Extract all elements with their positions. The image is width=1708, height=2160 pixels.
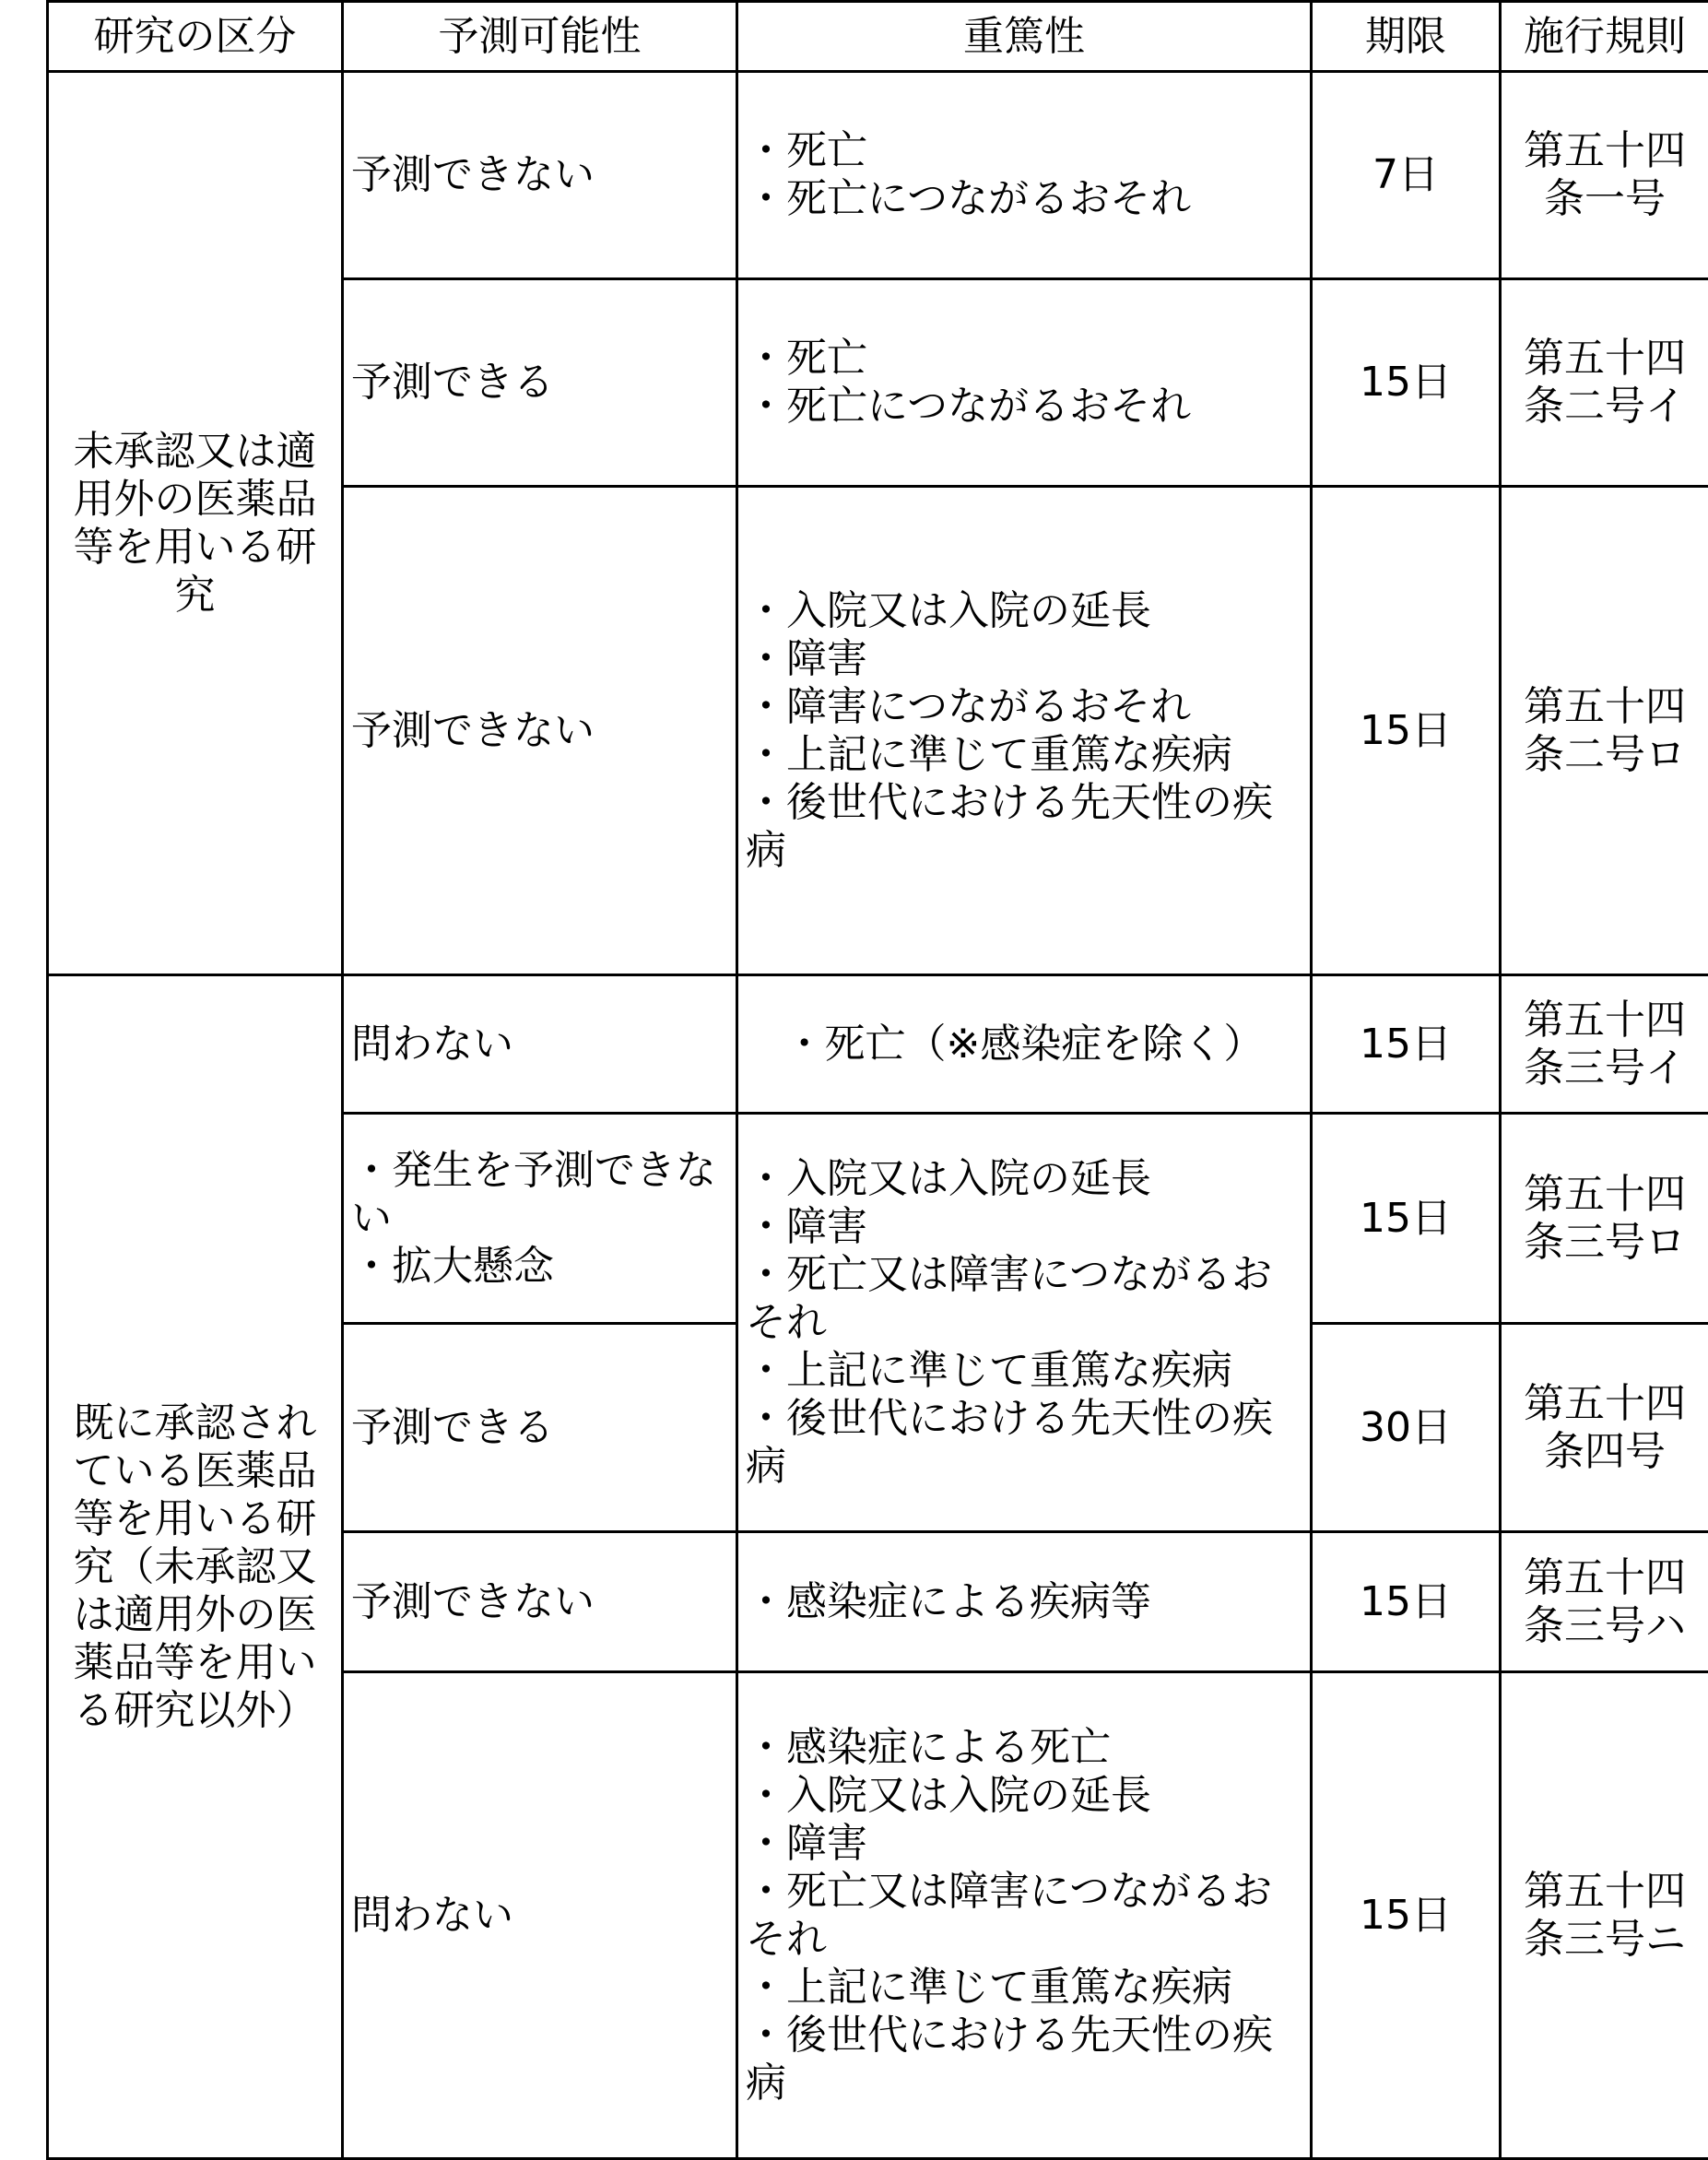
rule-cell: 第五十四 条一号 (1501, 72, 1708, 279)
header-category: 研究の区分 (48, 2, 343, 72)
severity-cell: ・死亡 ・死亡につながるおそれ (737, 72, 1312, 279)
table-row (48, 975, 1708, 1114)
deadline-cell: 15日 (1312, 1532, 1501, 1672)
rule-cell: 第五十四 条三号ハ (1501, 1532, 1708, 1672)
deadline-cell: 30日 (1312, 1324, 1501, 1532)
deadline-cell: 7日 (1312, 72, 1501, 279)
deadline-cell: 15日 (1312, 1672, 1501, 2159)
severity-cell: ・感染症による死亡 ・入院又は入院の延長 ・障害 ・死亡又は障害につながるおそれ ・上記に準じて重篤な疾病 ・後世代における先天性の疾病 (737, 1672, 1312, 2159)
header-rule: 施行規則 (1501, 2, 1708, 72)
category-cell: 未承認又は適用外の医薬品等を用いる研究 (48, 72, 343, 975)
severity-cell: ・死亡（※感染症を除く） (737, 975, 1312, 1114)
predictability-cell: ・発生を予測できない ・拡大懸念 (343, 1114, 737, 1324)
severity-cell: ・感染症による疾病等 (737, 1532, 1312, 1672)
rule-cell: 第五十四 条四号 (1501, 1324, 1708, 1532)
deadline-cell: 15日 (1312, 975, 1501, 1114)
header-severity: 重篤性 (737, 2, 1312, 72)
category-cell: 既に承認されている医薬品等を用いる研究（未承認又は適用外の医薬品等を用いる研究以外） (48, 975, 343, 2159)
deadline-cell: 15日 (1312, 487, 1501, 975)
predictability-cell: 予測できる (343, 279, 737, 487)
rule-cell: 第五十四 条三号ニ (1501, 1672, 1708, 2159)
header-row (48, 2, 1708, 72)
severity-cell: ・入院又は入院の延長 ・障害 ・障害につながるおそれ ・上記に準じて重篤な疾病 ・後世代における先天性の疾病 (737, 487, 1312, 975)
rule-cell: 第五十四 条三号イ (1501, 975, 1708, 1114)
rule-cell: 第五十四 条二号イ (1501, 279, 1708, 487)
severity-cell: ・死亡 ・死亡につながるおそれ (737, 279, 1312, 487)
predictability-cell: 予測できない (343, 1532, 737, 1672)
predictability-cell: 問わない (343, 1672, 737, 2159)
rule-cell: 第五十四 条二号ロ (1501, 487, 1708, 975)
header-deadline: 期限 (1312, 2, 1501, 72)
header-predictability: 予測可能性 (343, 2, 737, 72)
predictability-cell: 予測できない (343, 72, 737, 279)
predictability-cell: 予測できる (343, 1324, 737, 1532)
rule-cell: 第五十四 条三号ロ (1501, 1114, 1708, 1324)
severity-cell: ・入院又は入院の延長 ・障害 ・死亡又は障害につながるおそれ ・上記に準じて重篤な疾病 ・後世代における先天性の疾病 (737, 1114, 1312, 1532)
regulation-table (46, 0, 1708, 2160)
predictability-cell: 予測できない (343, 487, 737, 975)
deadline-cell: 15日 (1312, 1114, 1501, 1324)
table-row (48, 72, 1708, 279)
predictability-cell: 問わない (343, 975, 737, 1114)
deadline-cell: 15日 (1312, 279, 1501, 487)
